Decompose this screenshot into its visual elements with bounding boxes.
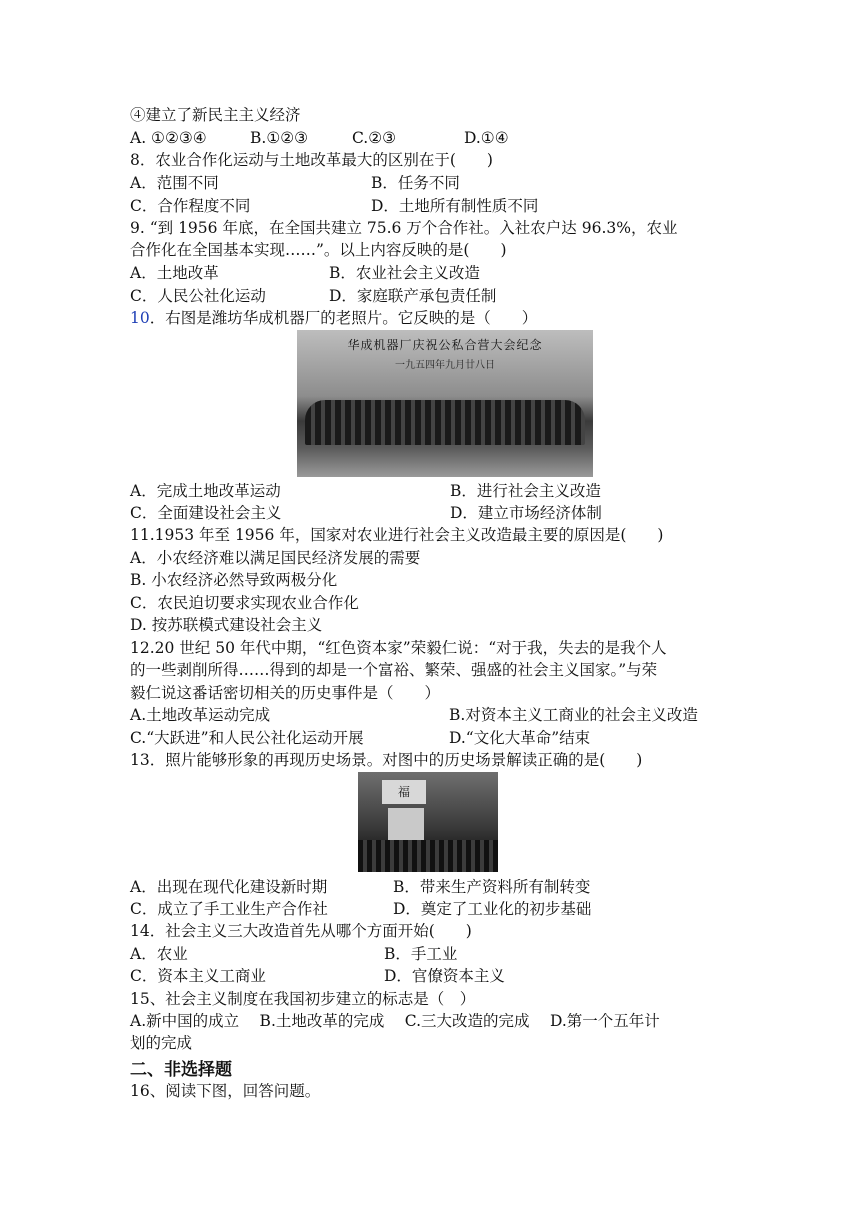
q15-stem: 15、社会主义制度在我国初步建立的标志是（ ）: [130, 990, 476, 1008]
q7-choice-d: D.①④: [464, 129, 509, 147]
q9-stem-line1: 9. “到 1956 年底，在全国共建立 75.6 万个合作社。入社农户达 96.3%，农业: [130, 219, 678, 237]
q16-stem: 16、阅读下图，回答问题。: [130, 1082, 321, 1100]
q12-choice-b: B.对资本主义工商业的社会主义改造: [449, 706, 698, 724]
shop-photo: [358, 772, 498, 872]
q11-stem: 11.1953 年至 1956 年，国家对农业进行社会主义改造最主要的原因是( ): [130, 526, 664, 544]
q10-choice-c: C．全面建设社会主义: [130, 504, 282, 522]
q7-choice-c: C.②③: [352, 129, 397, 147]
q8-choice-c: C．合作程度不同: [130, 197, 251, 215]
q8-stem: 8．农业合作化运动与土地改革最大的区别在于( ): [130, 151, 493, 169]
shop-photo-door: [388, 808, 424, 842]
q12-stem-line1: 12.20 世纪 50 年代中期，“红色资本家”荣毅仁说：“对于我，失去的是我个人: [130, 639, 667, 657]
q7-option-4: ④建立了新民主主义经济: [130, 106, 301, 124]
q13-choice-b: B．带来生产资料所有制转变: [393, 878, 591, 896]
q15-options-line2: 划的完成: [130, 1034, 193, 1052]
q10-stem: [130, 307, 537, 329]
q11-choice-d: D. 按苏联模式建设社会主义: [130, 616, 323, 634]
q12-stem-line2: 的一些剥削所得……得到的却是一个富裕、繁荣、强盛的社会主义国家。”与荣: [130, 661, 658, 679]
q8-choice-d: D．土地所有制性质不同: [371, 197, 539, 215]
q9-choice-b: B．农业社会主义改造: [329, 264, 480, 282]
shop-photo-sign: 福: [382, 780, 426, 804]
q12-stem-line3: 毅仁说这番话密切相关的历史事件是（ ）: [130, 684, 441, 702]
q7-choice-b: B.①②③: [250, 129, 309, 147]
q14-choice-b: B．手工业: [384, 945, 458, 963]
q11-choice-c: C．农民迫切要求实现农业合作化: [130, 594, 359, 612]
q13-stem: 13．照片能够形象的再现历史场景。对图中的历史场景解读正确的是( ): [130, 751, 643, 769]
q14-choice-a: A．农业: [130, 945, 188, 963]
q11-choice-b: B. 小农经济必然导致两极分化: [130, 571, 338, 589]
factory-photo-title: 华成机器厂庆祝公私合营大会纪念: [347, 338, 543, 352]
q9-choice-a: A．土地改革: [130, 264, 219, 282]
factory-photo-date: 一九五四年九月廿八日: [395, 360, 495, 371]
q10-stem-text: ．右图是潍坊华成机器厂的老照片。它反映的是（ ）: [149, 309, 538, 327]
q13-choice-d: D．奠定了工业化的初步基础: [393, 900, 592, 918]
q8-choice-a: A．范围不同: [130, 174, 219, 192]
q13-choice-c: C．成立了手工业生产合作社: [130, 900, 328, 918]
q10-choice-d: D．建立市场经济体制: [450, 504, 602, 522]
shop-photo-crowd: [358, 840, 498, 872]
q14-choice-c: C．资本主义工商业: [130, 967, 266, 985]
q14-stem: 14．社会主义三大改造首先从哪个方面开始( ): [130, 922, 472, 940]
q10-choice-b: B．进行社会主义改造: [450, 482, 601, 500]
section-heading: 二、非选择题: [130, 1060, 232, 1080]
q12-choice-c: C.“大跃进”和人民公社化运动开展: [130, 729, 364, 747]
q14-choice-d: D．官僚资本主义: [384, 967, 505, 985]
q10-choice-a: A．完成土地改革运动: [130, 482, 281, 500]
q10-number: 10: [130, 309, 150, 327]
q13-choice-a: A．出现在现代化建设新时期: [130, 878, 328, 896]
q15-options-line1: A.新中国的成立 B.土地改革的完成 C.三大改造的完成 D.第一个五年计: [130, 1012, 660, 1030]
q12-choice-d: D.“文化大革命”结束: [449, 729, 591, 747]
q12-choice-a: A.土地改革运动完成: [130, 706, 271, 724]
q11-choice-a: A．小农经济难以满足国民经济发展的需要: [130, 549, 421, 567]
q9-stem-line2: 合作化在全国基本实现……”。以上内容反映的是( ): [130, 241, 507, 259]
q9-choice-c: C．人民公社化运动: [130, 287, 266, 305]
q7-choice-a: A. ①②③④: [130, 129, 207, 147]
q9-choice-d: D．家庭联产承包责任制: [329, 287, 497, 305]
q8-choice-b: B．任务不同: [371, 174, 460, 192]
factory-photo: [297, 330, 593, 477]
factory-photo-crowd: [305, 400, 585, 445]
